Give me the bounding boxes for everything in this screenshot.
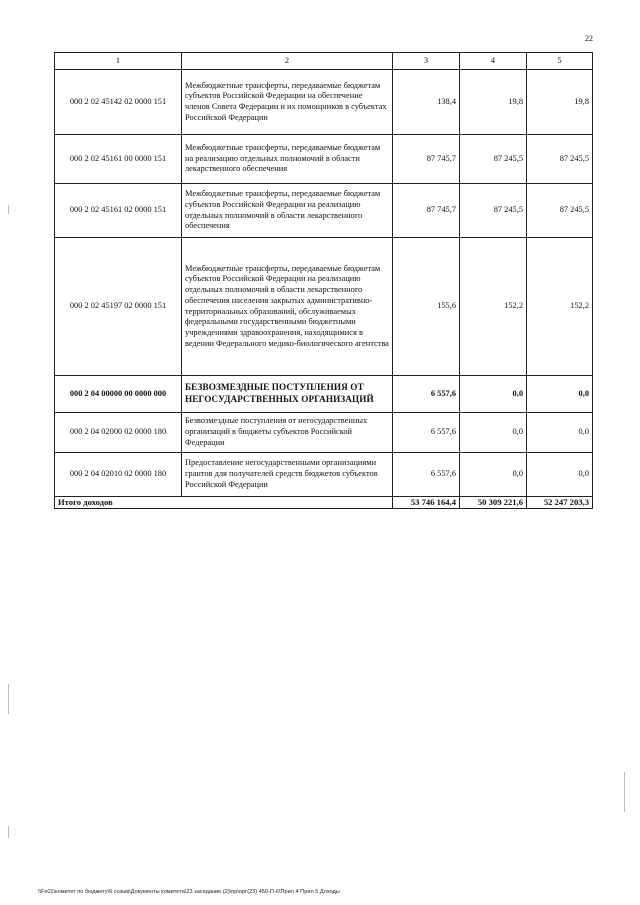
- budget-code-cell: 000 2 02 45161 02 0000 151: [55, 184, 182, 238]
- value-col4-cell: 0,0: [460, 453, 527, 497]
- value-col3-cell: 6 557,6: [393, 376, 460, 413]
- value-col3-cell: 6 557,6: [393, 413, 460, 453]
- value-col3-cell: 6 557,6: [393, 453, 460, 497]
- value-col3-cell: 87 745,7: [393, 135, 460, 184]
- budget-code-cell: 000 2 02 45197 02 0000 151: [55, 238, 182, 376]
- description-cell: БЕЗВОЗМЕЗДНЫЕ ПОСТУПЛЕНИЯ ОТ НЕГОСУДАРСТВЕННЫХ ОРГАНИЗАЦИЙ: [182, 376, 393, 413]
- page-number: 22: [585, 34, 593, 43]
- column-header-4: 4: [460, 53, 527, 70]
- scan-edge-mark: [8, 826, 9, 838]
- revenue-table: [54, 52, 593, 509]
- value-col3-cell: 155,6: [393, 238, 460, 376]
- value-col4-cell: 152,2: [460, 238, 527, 376]
- value-col5-cell: 152,2: [527, 238, 593, 376]
- table-row-section: [55, 376, 593, 413]
- total-col3-cell: 53 746 164,4: [393, 497, 460, 509]
- table-row: [55, 70, 593, 135]
- value-col5-cell: 0,0: [527, 453, 593, 497]
- total-col4-cell: 50 309 221,6: [460, 497, 527, 509]
- table-header-row: [55, 53, 593, 70]
- budget-code-cell: 000 2 04 00000 00 0000 000: [55, 376, 182, 413]
- description-cell: Межбюджетные трансферты, передаваемые бюджетам на реализацию отдельных полномочий в области лекарственного обеспечения: [182, 135, 393, 184]
- total-row: [55, 497, 593, 509]
- table-row: [55, 135, 593, 184]
- column-header-1: 1: [55, 53, 182, 70]
- description-cell: Предоставление негосударственными организациями грантов для получателей средств бюджетов субъектов Российской Федерации: [182, 453, 393, 497]
- budget-code-cell: 000 2 04 02000 02 0000 180: [55, 413, 182, 453]
- value-col3-cell: 87 745,7: [393, 184, 460, 238]
- value-col4-cell: 87 245,5: [460, 184, 527, 238]
- table-row: [55, 184, 593, 238]
- value-col5-cell: 87 245,5: [527, 184, 593, 238]
- description-cell: Межбюджетные трансферты, передаваемые бюджетам субъектов Российской Федерации на реализацию отдельных полномочий в области лекарственного обеспечения: [182, 184, 393, 238]
- value-col3-cell: 138,4: [393, 70, 460, 135]
- budget-code-cell: 000 2 02 45142 02 0000 151: [55, 70, 182, 135]
- column-header-5: 5: [527, 53, 593, 70]
- scan-edge-mark: [8, 205, 9, 214]
- value-col4-cell: 87 245,5: [460, 135, 527, 184]
- value-col4-cell: 0,0: [460, 376, 527, 413]
- description-cell: Межбюджетные трансферты, передаваемые бюджетам субъектов Российской Федерации на обеспечение членов Совета Федерации и их помощников в субъектах Российской Федерации: [182, 70, 393, 135]
- table-row: [55, 453, 593, 497]
- description-cell: Безвозмездные поступления от негосударственных организаций в бюджеты субъектов Российской Федерации: [182, 413, 393, 453]
- value-col4-cell: 0,0: [460, 413, 527, 453]
- total-col5-cell: 52 247 203,3: [527, 497, 593, 509]
- value-col5-cell: 0,0: [527, 413, 593, 453]
- table-row: [55, 238, 593, 376]
- column-header-2: 2: [182, 53, 393, 70]
- scan-edge-mark: [624, 772, 625, 812]
- total-label: Итого доходов: [55, 497, 393, 509]
- scan-edge-mark: [8, 684, 9, 714]
- budget-code-cell: 000 2 02 45161 00 0000 151: [55, 135, 182, 184]
- value-col5-cell: 0,0: [527, 376, 593, 413]
- value-col5-cell: 87 245,5: [527, 135, 593, 184]
- description-cell: Межбюджетные трансферты, передаваемые бюджетам субъектов Российской Федерации на реализацию отдельных полномочий в области лекарственного обеспечения населения закрытых административно-территориальных образований, обслуживаемых федеральными государственными бюджетными учреждениями здравоохранения, находящимися в ведении Федерального медико-биологического агентства: [182, 238, 393, 376]
- table-row: [55, 413, 593, 453]
- column-header-3: 3: [393, 53, 460, 70]
- budget-code-cell: 000 2 04 02010 02 0000 180: [55, 453, 182, 497]
- file-path-footer: \\Fs01\комитет по бюджету\6 созыв\Документы комитета\23 заседание (2)\пр\орг(23) 450-П-6\Прил 4 Прил 5 Доходы: [38, 889, 340, 895]
- value-col4-cell: 19,8: [460, 70, 527, 135]
- value-col5-cell: 19,8: [527, 70, 593, 135]
